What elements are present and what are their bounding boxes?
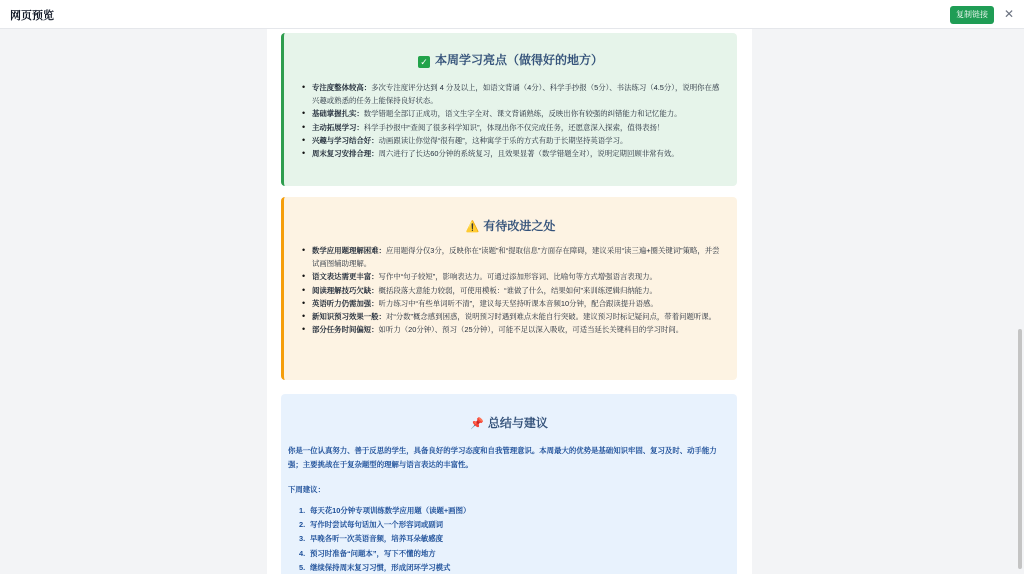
summary-title	[281, 414, 737, 431]
highlights-list	[302, 81, 722, 160]
improvements-list	[302, 244, 722, 336]
list-item: 2. 写作时尝试每句话加入一个形容词或副词	[299, 520, 444, 530]
list-item: 3. 早晚各听一次英语音频，培养耳朵敏感度	[299, 534, 444, 544]
list-item: 1. 每天花10分钟专项训练数学应用题（读题+画图）	[299, 506, 471, 515]
preview-header	[0, 0, 1024, 29]
list-item: • 周末复习安排合理：周六进行了长达60分钟的系统复习，且效果显著（数学错题全对），说明定期回顾非常有效。	[302, 147, 722, 160]
improvements-title-text: 有待改进之处	[483, 219, 556, 233]
preview-viewport[interactable]	[0, 29, 1024, 574]
copy-link-button[interactable]: 复制链接	[950, 6, 994, 24]
report-page	[267, 29, 752, 574]
list-item: • 主动拓展学习：科学手抄报中“查阅了很多科学知识”，体现出你不仅完成任务，还愿意深入探索，值得表扬！	[302, 121, 722, 134]
highlights-title	[284, 51, 737, 68]
list-item: • 数学应用题理解困难：应用题得分仅3分，反映你在“读题”和“提取信息”方面存在障碍，建议采用“读三遍+圈关键词”策略，并尝试画图辅助理解。	[302, 244, 722, 270]
improvements-card	[281, 197, 737, 380]
list-item: • 基础掌握扎实：数学错题全部订正成功，语文生字全对、课文背诵熟练，反映出你有较强的纠错能力和记忆能力。	[302, 107, 722, 120]
list-item: • 部分任务时间偏短：如听力（20分钟）、预习（25分钟），可能不足以深入吸收，可适当延长关键科目的学习时间。	[302, 323, 722, 336]
list-item: • 新知识预习效果一般：对“分数”概念感到困惑，说明预习时遇到难点未能自行突破。建议预习时标记疑问点，带着问题听课。	[302, 310, 722, 323]
warning-icon: ⚠️	[465, 221, 480, 233]
list-item: • 语文表达需更丰富：写作中“句子较短”，影响表达力。可通过添加形容词、比喻句等方式增强语言表现力。	[302, 270, 722, 283]
list-item: • 兴趣与学习结合好：动画跟读让你觉得“很有趣”，这种寓学于乐的方式有助于长期坚持英语学习。	[302, 134, 722, 147]
summary-card	[281, 394, 737, 574]
list-item: 4. 预习时准备“问题本”，写下不懂的地方	[299, 548, 436, 558]
improvements-title	[284, 217, 737, 234]
window-title: 网页预览	[10, 10, 54, 22]
highlights-card	[281, 33, 737, 186]
summary-paragraph: 你是一位认真努力、善于反思的学生，具备良好的学习态度和自我管理意识。本周最大的优势是基础知识牢固、复习及时、动手能力强；主要挑战在于复杂题型的理解与语言表达的丰富性。	[288, 446, 717, 469]
list-item: • 英语听力仍需加强：听力练习中“有些单词听不清”，建议每天坚持听课本音频10分钟，配合跟读提升语感。	[302, 297, 722, 310]
list-item: 5. 继续保持周末复习习惯，形成闭环学习模式	[299, 562, 451, 572]
summary-title-text: 总结与建议	[487, 416, 548, 430]
check-mark-icon: ✓	[418, 56, 430, 68]
list-item: • 专注度整体较高：多次专注度评分达到 4 分及以上，如语文背诵（4分）、科学手抄报（5分）、书法练习（4.5分），说明你在感兴趣或熟悉的任务上能保持良好状态。	[302, 81, 722, 107]
suggestions-list	[299, 504, 719, 574]
scrollbar-thumb[interactable]	[1018, 329, 1022, 569]
close-icon[interactable]: ✕	[1003, 7, 1015, 21]
next-week-label: 下周建议：	[288, 485, 325, 494]
highlights-title-text: 本周学习亮点（做得好的地方）	[434, 53, 603, 67]
pushpin-icon: 📌	[470, 418, 484, 430]
list-item: • 阅读理解技巧欠缺：概括段落大意能力较弱，可使用模板：“谁做了什么，结果如何”来训练逻辑归纳能力。	[302, 284, 722, 297]
